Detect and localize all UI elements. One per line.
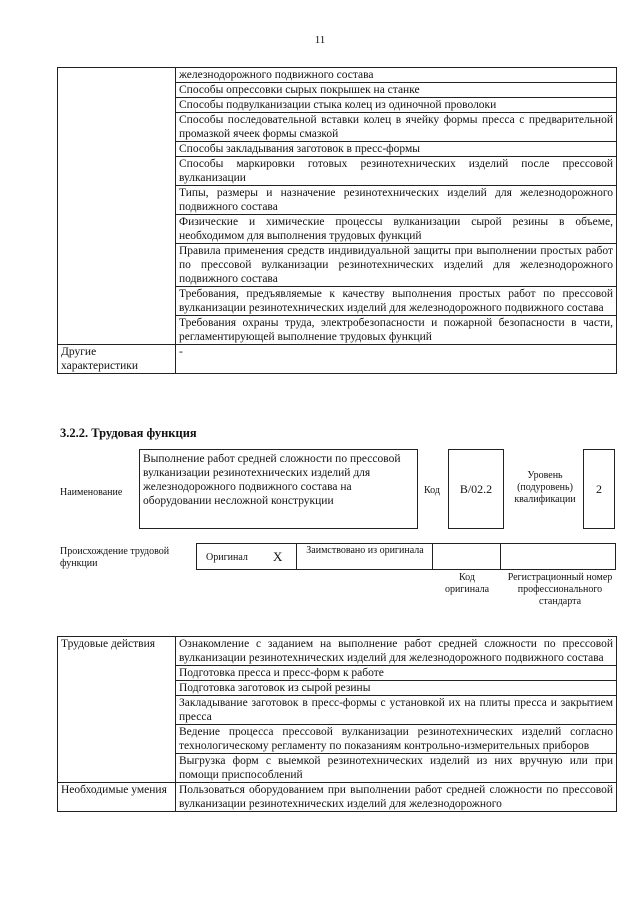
divider [296, 543, 297, 570]
function-name-value: Выполнение работ средней сложности по прессовой вулканизации резинотехнических изделий для железнодорожного подвижного состава на оборудовании несложной конструкции [139, 449, 418, 529]
code-value: B/02.2 [448, 449, 504, 529]
knowledge-item: Способы подвулканизации стыка колец из одиночной проволоки [176, 98, 617, 113]
action-item: Подготовка пресса и пресс-форм к работе [176, 666, 617, 681]
level-label: Уровень (подуровень) квалификации [514, 470, 576, 505]
knowledge-item: Правила применения средств индивидуальной защиты при выполнении простых работ по прессовой вулканизации резинотехнических изделий для железнодорожного подвижного состава [176, 244, 617, 287]
action-item: Подготовка заготовок из сырой резины [176, 681, 617, 696]
other-characteristics-label: Другие характеристики [58, 345, 176, 374]
required-skills-label: Необходимые умения [58, 783, 176, 812]
origin-label: Происхождение трудовой функции [60, 546, 170, 569]
page-number: 11 [314, 34, 326, 46]
knowledge-item: Типы, размеры и назначение резинотехнических изделий для железнодорожного подвижного состава [176, 186, 617, 215]
knowledge-item: Физические и химические процессы вулканизации сырой резины в объеме, необходимом для выполнения трудовых функций [176, 215, 617, 244]
skill-item: Пользоваться оборудованием при выполнении работ средней сложности по прессовой вулканизации резинотехнических изделий для железнодорожного [176, 783, 617, 812]
knowledge-item: Способы опрессовки сырых покрышек на станке [176, 83, 617, 98]
divider [500, 543, 501, 570]
table-row [58, 345, 617, 374]
action-item: Ознакомление с заданием на выполнение работ средней сложности по прессовой вулканизации резинотехнических изделий для железнодорожного подвижного состава [176, 637, 617, 666]
knowledge-item: Требования, предъявляемые к качеству выполнения простых работ по прессовой вулканизации резинотехнических изделий для железнодорожного подвижного состава [176, 287, 617, 316]
table-row [58, 783, 617, 812]
table-row [58, 637, 617, 666]
knowledge-item: Способы закладывания заготовок в пресс-формы [176, 142, 617, 157]
knowledge-item: Способы последовательной вставки колец в ячейку формы пресса с предварительной промазкой ячеек формы смазкой [176, 113, 617, 142]
original-label: Оригинал [206, 552, 248, 563]
name-label: Наименование [60, 487, 123, 498]
knowledge-table [57, 67, 617, 374]
reg-number-caption: Регистрационный номер профессионального стандарта [507, 572, 613, 607]
code-original-caption: Код оригинала [444, 572, 490, 595]
action-item: Ведение процесса прессовой вулканизации резинотехнических изделий согласно технологическому регламенту по показаниям контрольно-измерительных приборов [176, 725, 617, 754]
labor-actions-label: Трудовые действия [58, 637, 176, 783]
borrowed-label: Заимствовано из оригинала [306, 545, 424, 556]
table-row [58, 68, 617, 83]
knowledge-label-cell [58, 68, 176, 345]
knowledge-item: железнодорожного подвижного состава [176, 68, 617, 83]
level-value: 2 [583, 449, 615, 529]
code-label: Код [424, 485, 440, 496]
section-heading: 3.2.2. Трудовая функция [60, 426, 197, 440]
actions-table [57, 636, 617, 812]
action-item: Закладывание заготовок в пресс-формы с установкой их на плиты пресса и закрытием пресса [176, 696, 617, 725]
divider [432, 543, 433, 570]
knowledge-item: Способы маркировки готовых резинотехнических изделий после прессовой вулканизации [176, 157, 617, 186]
original-mark: X [273, 549, 283, 564]
other-characteristics-value: - [176, 345, 617, 374]
knowledge-item: Требования охраны труда, электробезопасности и пожарной безопасности в части, регламентирующей выполнение трудовых функций [176, 316, 617, 345]
action-item: Выгрузка форм с выемкой резинотехнических изделий из них вручную или при помощи приспособлений [176, 754, 617, 783]
